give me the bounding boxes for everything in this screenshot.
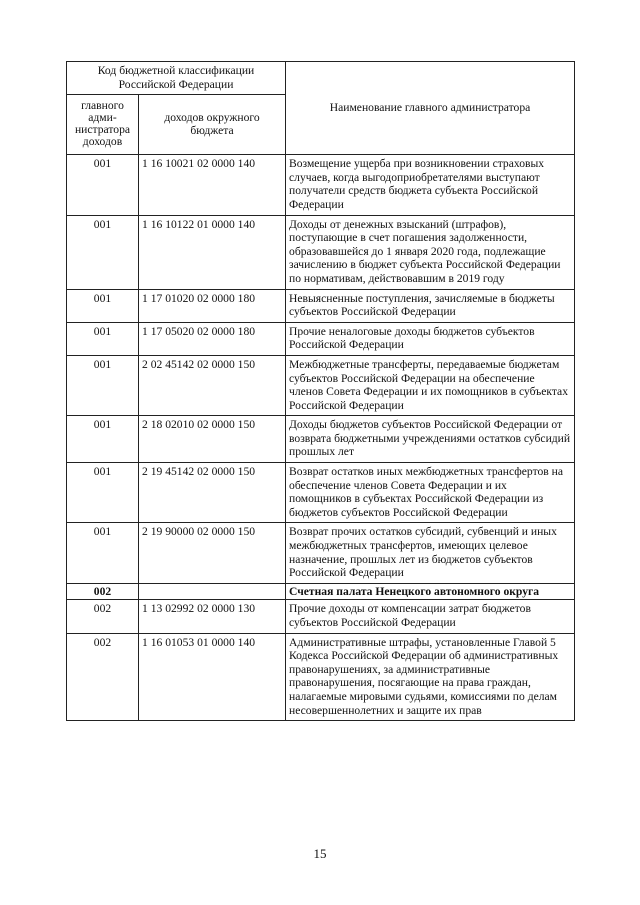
revenue-name-cell: Невыясненные поступления, зачисляемые в бюджеты субъектов Российской Федерации [286,289,575,322]
revenue-code-cell: 2 02 45142 02 0000 150 [139,355,286,415]
revenue-name-cell: Доходы от денежных взысканий (штрафов), поступающие в счет погашения задолженности, образовавшейся до 1 января 2020 года, подлежащие зачислению в бюджет субъекта Российской Федерации по нормативам, действовавшим в 2019 году [286,215,575,289]
revenue-name-cell: Межбюджетные трансферты, передаваемые бюджетам субъектов Российской Федерации на обеспечение членов Совета Федерации и их помощников в субъектах Российской Федерации [286,355,575,415]
table-row [67,416,575,463]
table-row [67,322,575,355]
revenue-code-cell: 2 18 02010 02 0000 150 [139,416,286,463]
revenue-name-cell: Возврат прочих остатков субсидий, субвенций и иных межбюджетных трансфертов, имеющих целевое назначение, прошлых лет из бюджетов субъектов Российской Федерации [286,523,575,583]
table-row [67,355,575,415]
revenue-code-cell: 1 16 10122 01 0000 140 [139,215,286,289]
admin-code-cell: 001 [67,289,139,322]
revenue-code-cell: 2 19 90000 02 0000 150 [139,523,286,583]
revenue-code-cell: 1 17 01020 02 0000 180 [139,289,286,322]
section-administrator-name: Счетная палата Ненецкого автономного округа [286,583,575,600]
table-row [67,155,575,215]
admin-code-cell: 001 [67,215,139,289]
revenue-name-cell: Возмещение ущерба при возникновении страховых случаев, когда выгодоприобретателями выступают получатели средств бюджета субъекта Российской Федерации [286,155,575,215]
table-row [67,463,575,523]
header-admin-code: главного адми-нистратора доходов [67,95,139,155]
table-row [67,215,575,289]
revenue-code-cell: 1 17 05020 02 0000 180 [139,322,286,355]
revenue-code-cell: 2 19 45142 02 0000 150 [139,463,286,523]
budget-classification-table [66,61,575,721]
header-administrator-name: Наименование главного администратора [286,62,575,155]
revenue-name-cell: Прочие неналоговые доходы бюджетов субъектов Российской Федерации [286,322,575,355]
revenue-code-cell: 1 13 02992 02 0000 130 [139,600,286,633]
revenue-name-cell: Возврат остатков иных межбюджетных трансфертов на обеспечение членов Совета Федерации и их помощников в субъектах Российской Федерации из бюджетов субъектов Российской Федерации [286,463,575,523]
section-admin-code-cell: 002 [67,583,139,600]
revenue-name-cell: Доходы бюджетов субъектов Российской Федерации от возврата бюджетными учреждениями остатков субсидий прошлых лет [286,416,575,463]
table-row [67,289,575,322]
admin-code-cell: 001 [67,155,139,215]
admin-code-cell: 001 [67,416,139,463]
revenue-code-cell: 1 16 10021 02 0000 140 [139,155,286,215]
admin-code-cell: 001 [67,355,139,415]
revenue-name-cell: Прочие доходы от компенсации затрат бюджетов субъектов Российской Федерации [286,600,575,633]
header-row-group [67,62,575,95]
admin-code-cell: 001 [67,463,139,523]
table-row [67,523,575,583]
table-row [67,633,575,721]
table-row [67,600,575,633]
header-classification-group: Код бюджетной классификации Российской Федерации [67,62,286,95]
section-empty-code-cell [139,583,286,600]
section-heading-row [67,583,575,600]
admin-code-cell: 001 [67,322,139,355]
page-number: 15 [313,846,327,861]
revenue-name-cell: Административные штрафы, установленные Главой 5 Кодекса Российской Федерации об административных правонарушениях, за административные правонарушения, посягающие на права граждан, налагаемые мировыми судьями, комиссиями по делам несовершеннолетних и защите их прав [286,633,575,721]
admin-code-cell: 002 [67,600,139,633]
header-revenue-code: доходов окружного бюджета [139,95,286,155]
admin-code-cell: 002 [67,633,139,721]
admin-code-cell: 001 [67,523,139,583]
revenue-code-cell: 1 16 01053 01 0000 140 [139,633,286,721]
